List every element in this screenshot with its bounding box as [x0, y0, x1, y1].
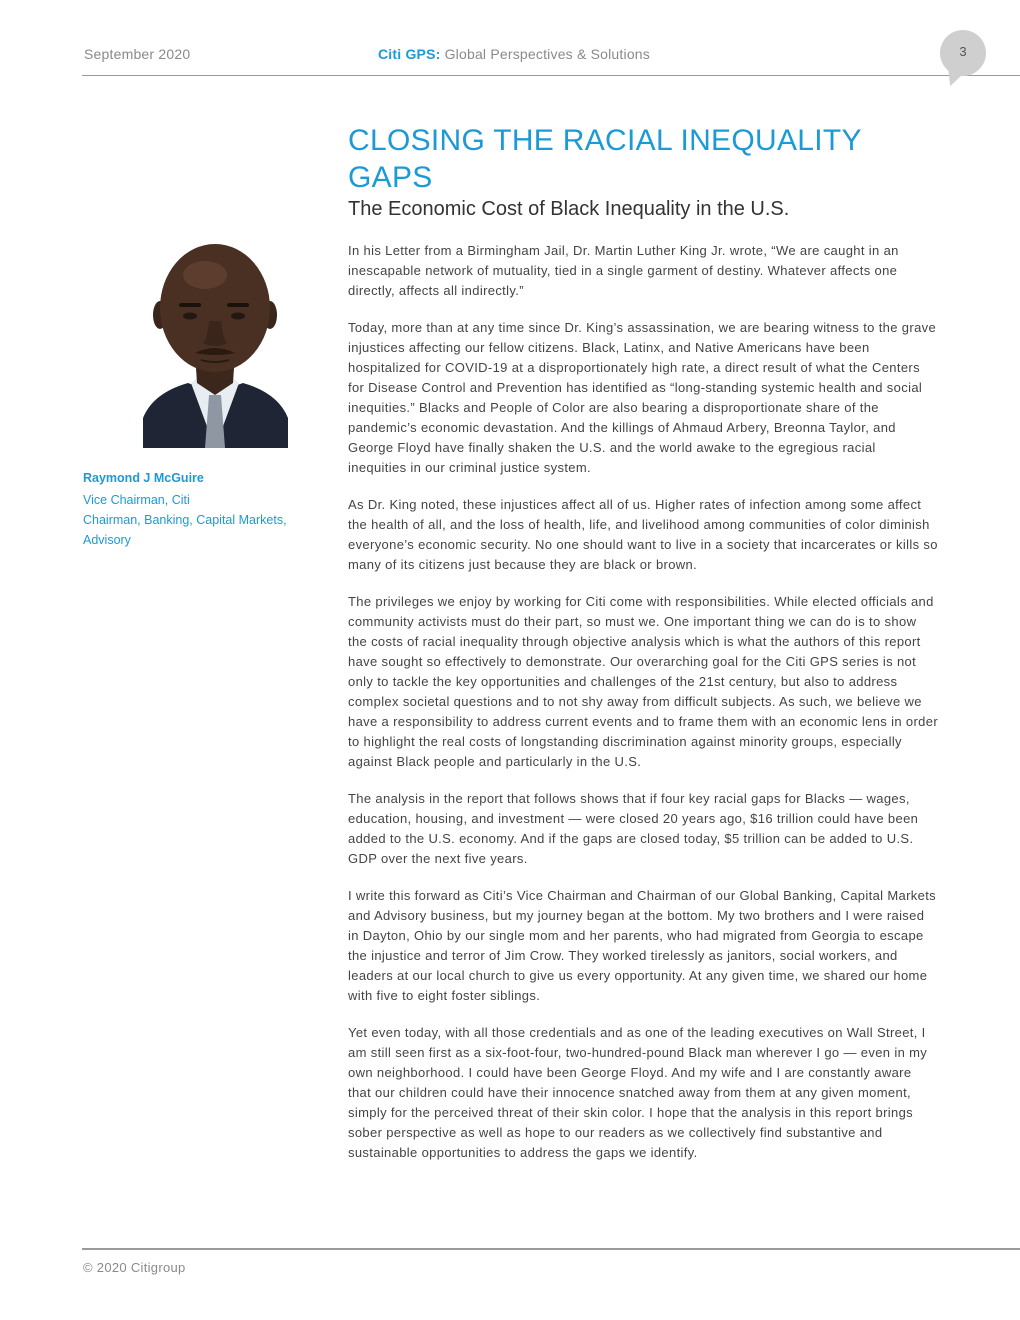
author-block [83, 471, 323, 550]
brand-name: Citi GPS: [378, 46, 441, 62]
article-paragraph: I write this forward as Citi’s Vice Chairman and Chairman of our Global Banking, Capital Markets and Advisory business, but my journey began at the bottom. My two brothers and I were raised in Dayton, Ohio by our single mom and her parents, who had migrated from Georgia to escape the injustice and terror of Jim Crow. They worked tirelessly as janitors, social workers, and leaders at our local church to give us every opportunity. At any given time, we shared our home with five to eight foster siblings. [348, 888, 937, 1003]
author-name: Raymond J McGuire [83, 471, 204, 485]
article-paragraph: As Dr. King noted, these injustices affect all of us. Higher rates of infection among some affect the health of all, and the loss of health, life, and livelihood among communities of color diminish everyone’s economic security. No one should want to live in a society that incarcerates or kills so many of its citizens just because they are black or brown. [348, 497, 938, 572]
article-paragraph: Yet even today, with all those credentials and as one of the leading executives on Wall Street, I am still seen first as a six-foot-four, two-hundred-pound Black man wherever I go — even in my own neighborhood. I could have been George Floyd. And my wife and I are constantly aware that our children could have their innocence snatched away from them at any given moment, simply for the perceived threat of their skin color. I hope that the analysis in this report brings sober perspective as well as hope to our readers as we collectively find substantive and sustainable opportunities to address the gaps we identify. [348, 1025, 928, 1160]
footer-rule [82, 1248, 1020, 1250]
author-role: Chairman, Banking, Capital Markets, [83, 513, 287, 527]
author-role: Vice Chairman, Citi [83, 493, 190, 507]
title-line: GAPS [348, 161, 433, 194]
header-brand [378, 46, 650, 62]
author-role: Advisory [83, 533, 131, 547]
article-paragraph: Today, more than at any time since Dr. King’s assassination, we are bearing witness to the grave injustices affecting our fellow citizens. Black, Latinx, and Native Americans have been hospitalized for COVID-19 at a disproportionately high rate, a direct result of what the Centers for Disease Control and Prevention has identified as “long-standing systemic health and social inequities.” Blacks and People of Color are also bearing a disproportionate share of the pandemic’s economic devastation. And the killings of Ahmaud Arbery, Breonna Taylor, and George Floyd have finally shaken the U.S. and the world awake to the egregious racial inequities in our criminal justice system. [348, 320, 937, 475]
header-rule [82, 75, 1020, 76]
article-title [348, 122, 938, 196]
article-paragraph: In his Letter from a Birmingham Jail, Dr. Martin Luther King Jr. wrote, “We are caught in an inescapable network of mutuality, tied in a single garment of destiny. Whatever affects one directly, affects all indirectly.” [348, 243, 899, 298]
article-subtitle: The Economic Cost of Black Inequality in the U.S. [348, 198, 790, 220]
title-line: CLOSING THE RACIAL INEQUALITY [348, 124, 862, 157]
footer-copyright: © 2020 Citigroup [83, 1260, 186, 1275]
header-date: September 2020 [84, 46, 191, 62]
brand-tagline: Global Perspectives & Solutions [444, 46, 650, 62]
author-portrait [143, 243, 288, 448]
article [348, 122, 938, 1180]
page-number-badge: 3 [940, 30, 986, 76]
article-paragraph: The privileges we enjoy by working for Citi come with responsibilities. While elected officials and community activists must do their part, so must we. One important thing we can do is to show the costs of racial inequality through objective analysis which is what the authors of this report have sought so effectively to demonstrate. Our overarching goal for the Citi GPS series is not only to tackle the key opportunities and challenges of the 21st century, but also to address complex societal questions and to not shy away from difficult subjects. As such, we believe we have a responsibility to address current events and to frame them with an economic lens in order to highlight the real costs of longstanding discrimination against minority groups, especially against Black people and particularly in the U.S. [348, 594, 938, 769]
article-paragraph: The analysis in the report that follows shows that if four key racial gaps for Blacks — wages, education, housing, and investment — were closed 20 years ago, $16 trillion could have been added to the U.S. economy. And if the gaps are closed today, $5 trillion can be added to U.S. GDP over the next five years. [348, 791, 919, 866]
